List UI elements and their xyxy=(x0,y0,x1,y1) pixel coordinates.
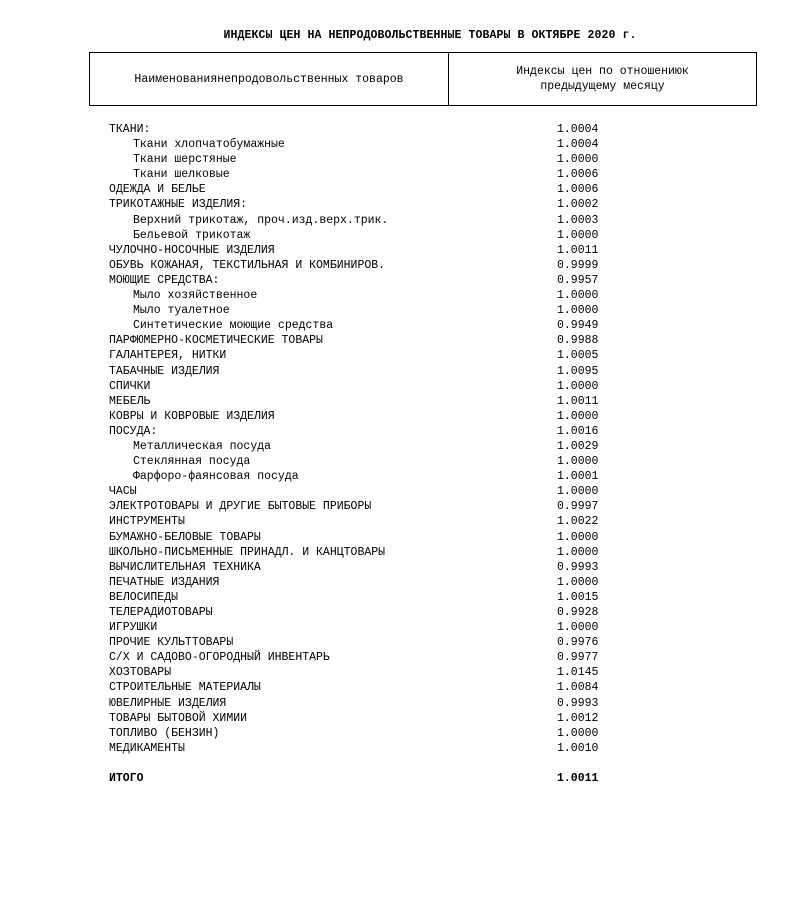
item-index-value: 1.0006 xyxy=(557,168,599,182)
item-index-value: 1.0002 xyxy=(557,198,599,212)
list-subitem xyxy=(109,213,609,228)
list-item xyxy=(109,333,609,348)
item-name: ЧУЛОЧНО-НОСОЧНЫЕ ИЗДЕЛИЯ xyxy=(109,243,275,257)
item-index-value: 1.0000 xyxy=(557,289,599,303)
item-name: Ткани шелковые xyxy=(133,168,230,182)
item-name: Верхний трикотаж, проч.изд.верх.трик. xyxy=(133,213,389,227)
item-name: ГАЛАНТЕРЕЯ, НИТКИ xyxy=(109,349,227,363)
item-index-value: 1.0000 xyxy=(557,485,599,499)
list-subitem xyxy=(109,152,609,167)
item-name: Мыло туалетное xyxy=(133,304,230,318)
document-title: ИНДЕКСЫ ЦЕН НА НЕПРОДОВОЛЬСТВЕННЫЕ ТОВАРЫ В ОКТЯБРЕ 2020 г. xyxy=(223,29,637,42)
item-index-value: 1.0000 xyxy=(557,621,599,635)
list-item xyxy=(109,665,609,680)
item-index-value: 0.9976 xyxy=(557,636,599,650)
item-name: Мыло хозяйственное xyxy=(133,289,258,303)
item-name: Бельевой трикотаж xyxy=(133,228,251,242)
item-index-value: 1.0010 xyxy=(557,741,599,755)
list-item xyxy=(109,545,609,560)
item-name: ЭЛЕКТРОТОВАРЫ И ДРУГИЕ БЫТОВЫЕ ПРИБОРЫ xyxy=(109,500,372,514)
list-subitem xyxy=(109,288,609,303)
list-item xyxy=(109,680,609,695)
list-item xyxy=(109,635,609,650)
price-index-list xyxy=(109,122,609,756)
item-index-value: 1.0000 xyxy=(557,228,599,242)
item-name: СТРОИТЕЛЬНЫЕ МАТЕРИАЛЫ xyxy=(109,681,261,695)
item-name: ПОСУДА: xyxy=(109,424,158,438)
list-item xyxy=(109,590,609,605)
item-index-value: 1.0016 xyxy=(557,424,599,438)
item-name: МОЮЩИЕ СРЕДСТВА: xyxy=(109,273,220,287)
list-item xyxy=(109,499,609,514)
item-name: Синтетические моющие средства xyxy=(133,319,334,333)
list-item xyxy=(109,484,609,499)
list-item xyxy=(109,650,609,665)
item-name: ЮВЕЛИРНЫЕ ИЗДЕЛИЯ xyxy=(109,696,227,710)
item-index-value: 1.0004 xyxy=(557,123,599,136)
item-index-value: 1.0011 xyxy=(557,243,599,257)
list-item xyxy=(109,560,609,575)
item-index-value: 1.0000 xyxy=(557,409,599,423)
item-name: МЕДИКАМЕНТЫ xyxy=(109,741,185,755)
item-name: ПЕЧАТНЫЕ ИЗДАНИЯ xyxy=(109,575,220,589)
item-name: ВЫЧИСЛИТЕЛЬНАЯ ТЕХНИКА xyxy=(109,560,261,574)
item-index-value: 1.0015 xyxy=(557,590,599,604)
list-subitem xyxy=(109,469,609,484)
item-index-value: 1.0000 xyxy=(557,545,599,559)
item-name: ПРОЧИЕ КУЛЬТТОВАРЫ xyxy=(109,636,234,650)
list-item xyxy=(109,182,609,197)
item-name: БУМАЖНО-БЕЛОВЫЕ ТОВАРЫ xyxy=(109,530,261,544)
list-item xyxy=(109,379,609,394)
list-item xyxy=(109,122,609,137)
item-name: ТЕЛЕРАДИОТОВАРЫ xyxy=(109,606,213,619)
list-subitem xyxy=(109,228,609,243)
item-name: Стеклянная посуда xyxy=(133,455,251,469)
item-index-value: 1.0012 xyxy=(557,711,599,725)
list-subitem xyxy=(109,454,609,469)
total-row xyxy=(109,771,609,786)
item-name: ВЕЛОСИПЕДЫ xyxy=(109,590,179,604)
list-item xyxy=(109,620,609,635)
list-item xyxy=(109,514,609,529)
item-name: СПИЧКИ xyxy=(109,379,151,393)
list-item xyxy=(109,409,609,424)
list-item xyxy=(109,364,609,379)
item-index-value: 0.9977 xyxy=(557,651,599,665)
item-name: ШКОЛЬНО-ПИСЬМЕННЫЕ ПРИНАДЛ. И КАНЦТОВАРЫ xyxy=(109,545,386,559)
item-name: ИНСТРУМЕНТЫ xyxy=(109,515,185,529)
list-subitem xyxy=(109,167,609,182)
list-subitem xyxy=(109,137,609,152)
item-name: Фарфоро-фаянсовая посуда xyxy=(133,470,299,484)
list-item xyxy=(109,575,609,590)
item-index-value: 0.9988 xyxy=(557,334,599,348)
list-item xyxy=(109,394,609,409)
item-index-value: 1.0029 xyxy=(557,439,599,453)
item-index-value: 1.0001 xyxy=(557,470,599,484)
list-item xyxy=(109,258,609,273)
item-name: ЧАСЫ xyxy=(109,485,137,499)
item-index-value: 1.0000 xyxy=(557,455,599,469)
list-item xyxy=(109,197,609,212)
item-index-value: 1.0000 xyxy=(557,153,599,167)
list-item xyxy=(109,348,609,363)
item-name: ТОПЛИВО (БЕНЗИН) xyxy=(109,726,220,740)
item-index-value: 1.0145 xyxy=(557,666,599,680)
list-item xyxy=(109,273,609,288)
item-index-value: 1.0006 xyxy=(557,183,599,197)
item-index-value: 1.0000 xyxy=(557,530,599,544)
item-index-value: 1.0011 xyxy=(557,394,599,408)
item-name: ТКАНИ: xyxy=(109,123,151,136)
item-name: ОБУВЬ КОЖАНАЯ, ТЕКСТИЛЬНАЯ И КОМБИНИРОВ. xyxy=(109,258,386,272)
item-index-value: 1.0022 xyxy=(557,515,599,529)
item-name: Ткани шерстяные xyxy=(133,153,237,167)
list-item xyxy=(109,711,609,726)
item-index-value: 0.9993 xyxy=(557,560,599,574)
list-item xyxy=(109,741,609,756)
item-index-value: 1.0095 xyxy=(557,364,599,378)
item-index-value: 0.9997 xyxy=(557,500,599,514)
item-name: МЕБЕЛЬ xyxy=(109,394,151,408)
item-index-value: 1.0004 xyxy=(557,138,599,152)
total-label: ИТОГО xyxy=(109,772,144,785)
item-name: ОДЕЖДА И БЕЛЬЕ xyxy=(109,183,206,197)
table-header xyxy=(89,52,757,106)
item-name: ПАРФЮМЕРНО-КОСМЕТИЧЕСКИЕ ТОВАРЫ xyxy=(109,334,323,348)
item-index-value: 0.9949 xyxy=(557,319,599,333)
list-subitem xyxy=(109,439,609,454)
list-subitem xyxy=(109,303,609,318)
item-name: Металлическая посуда xyxy=(133,439,272,453)
item-index-value: 1.0000 xyxy=(557,726,599,740)
item-name: ИГРУШКИ xyxy=(109,621,158,635)
item-index-value: 1.0000 xyxy=(557,304,599,318)
total-value: 1.0011 xyxy=(557,772,599,785)
item-name: Ткани хлопчатобумажные xyxy=(133,138,285,152)
list-item xyxy=(109,530,609,545)
item-index-value: 0.9928 xyxy=(557,606,599,619)
list-subitem xyxy=(109,318,609,333)
item-name: ХОЗТОВАРЫ xyxy=(109,666,172,680)
item-name: ТРИКОТАЖНЫЕ ИЗДЕЛИЯ: xyxy=(109,198,248,212)
list-item xyxy=(109,605,609,620)
item-index-value: 1.0003 xyxy=(557,213,599,227)
item-name: ТАБАЧНЫЕ ИЗДЕЛИЯ xyxy=(109,364,220,378)
item-index-value: 1.0000 xyxy=(557,575,599,589)
item-index-value: 0.9993 xyxy=(557,696,599,710)
item-index-value: 0.9957 xyxy=(557,273,599,287)
item-index-value: 1.0000 xyxy=(557,379,599,393)
header-column-name: Наименованиянепродовольственных товаров xyxy=(90,53,449,105)
item-name: КОВРЫ И КОВРОВЫЕ ИЗДЕЛИЯ xyxy=(109,409,275,423)
item-index-value: 1.0005 xyxy=(557,349,599,363)
list-item xyxy=(109,424,609,439)
list-item xyxy=(109,726,609,741)
item-name: ТОВАРЫ БЫТОВОЙ ХИМИИ xyxy=(109,711,248,725)
header-column-index: Индексы цен по отношениюк предыдущему месяцу xyxy=(516,65,689,93)
item-index-value: 0.9999 xyxy=(557,258,599,272)
list-item xyxy=(109,696,609,711)
item-index-value: 1.0084 xyxy=(557,681,599,695)
list-item xyxy=(109,243,609,258)
item-name: С/Х И САДОВО-ОГОРОДНЫЙ ИНВЕНТАРЬ xyxy=(109,651,330,665)
